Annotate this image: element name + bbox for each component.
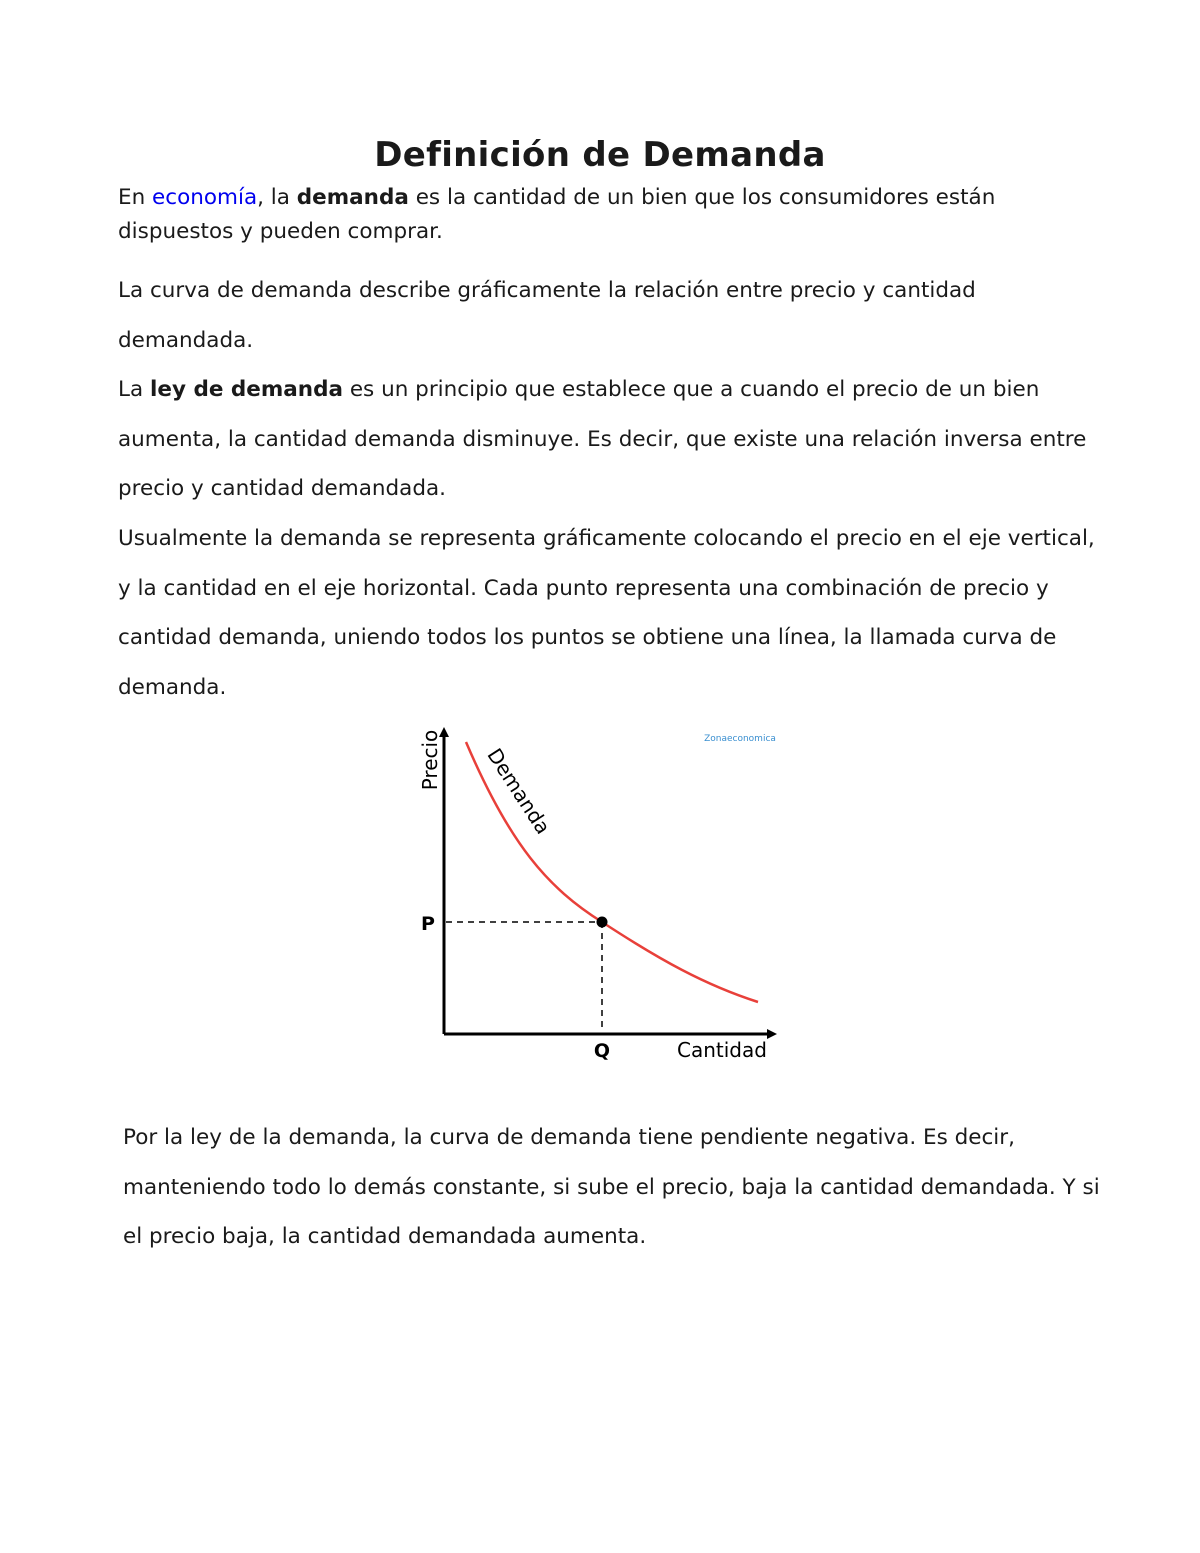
p1-mid: , la — [257, 185, 297, 210]
quantity-point-label: Q — [593, 1040, 611, 1062]
p1-rest: es la cantidad de un bien que los consumidores están dispuestos y pueden comprar. — [118, 185, 996, 244]
page-title: Definición de Demanda — [374, 135, 826, 175]
equilibrium-point — [597, 917, 608, 928]
price-point-label: P — [421, 913, 435, 935]
x-axis-label: Cantidad — [677, 1038, 767, 1062]
economia-link[interactable]: economía — [152, 185, 258, 210]
p3-rest: es un principio que establece que a cuando el precio de un bien aumenta, la cantidad demanda disminuye. Es decir, que existe una relación inversa entre precio y cantidad demandada. — [118, 377, 1087, 501]
paragraph-curve: La curva de demanda describe gráficamente la relación entre precio y cantidad demandada. — [118, 278, 976, 353]
paragraph-representation: Usualmente la demanda se representa gráficamente colocando el precio en el eje vertical, y la cantidad en el eje horizontal. Cada punto representa una combinación de precio y cantidad demanda, uniendo todos los puntos se obtiene una línea, la llamada curva de demanda. — [118, 526, 1095, 700]
p1-bold-term: demanda — [296, 185, 409, 210]
watermark: Zonaeconomica — [704, 734, 776, 744]
p3-bold-term: ley de demanda — [150, 377, 343, 402]
paragraph-negative-slope: Por la ley de la demanda, la curva de demanda tiene pendiente negativa. Es decir, manteniendo todo lo demás constante, si sube el precio, baja la cantidad demandada. Y si el precio baja, la cantidad demandada aumenta. — [123, 1125, 1100, 1249]
p3-prefix: La — [118, 377, 150, 402]
curve-label: Demanda — [482, 743, 556, 839]
y-axis-label: Precio — [418, 729, 442, 791]
p1-prefix: En — [118, 185, 153, 210]
